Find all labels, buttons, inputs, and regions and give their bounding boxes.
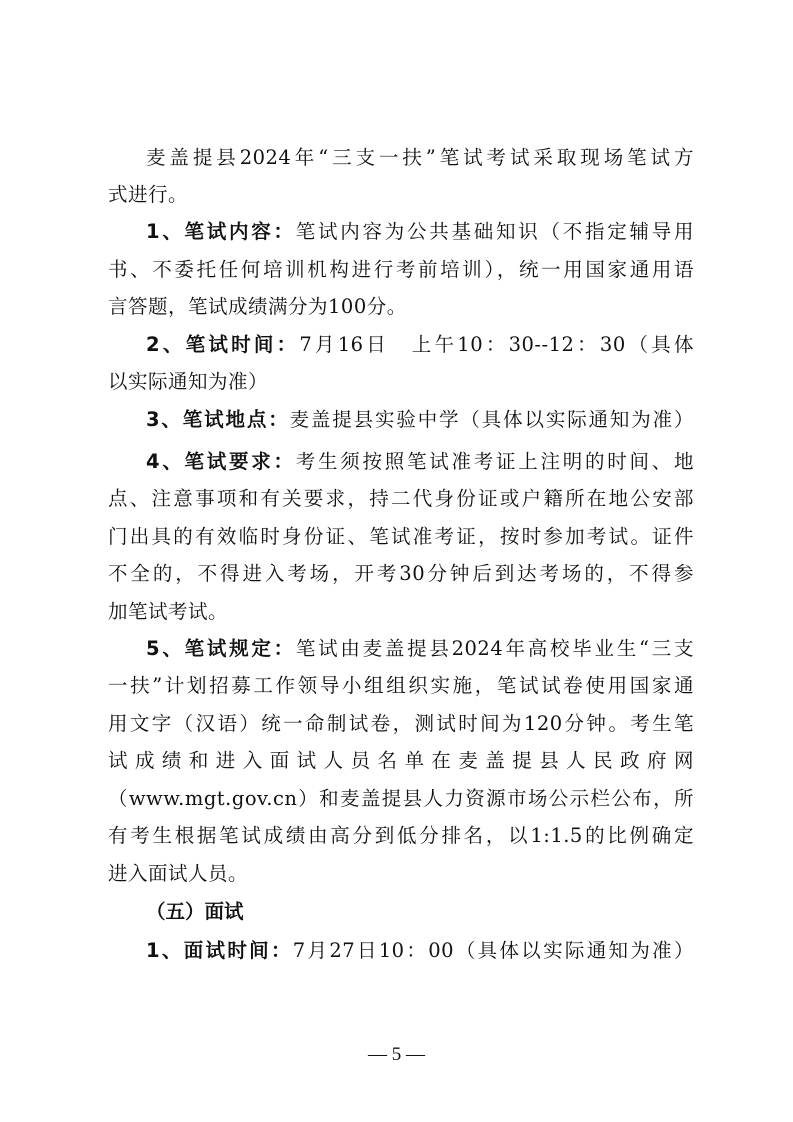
- section-heading-interview: （五）面试: [146, 900, 244, 923]
- p2-line-2: 以实际通知为准）: [108, 370, 269, 393]
- p1-text-1: 笔试内容为公共基础知识（不指定辅导用: [295, 220, 694, 243]
- p1-line-3: 言答题，笔试成绩满分为100分。: [108, 295, 407, 318]
- p5-line-6: 有考生根据笔试成绩由高分到低分排名，以1:1.5的比例确定: [108, 824, 694, 847]
- p6-label: 1、面试时间：: [146, 939, 293, 962]
- page-number: — 5 —: [368, 1044, 425, 1065]
- p6-text-1: 7月27日10：00（具体以实际通知为准）: [292, 939, 694, 962]
- p1-line-2: 书、不委托任何培训机构进行考前培训），统一用国家通用语: [108, 258, 694, 281]
- p1-label: 1、笔试内容：: [146, 220, 296, 243]
- intro-line-1: 麦盖提县2024年“三支一扶”笔试考试采取现场笔试方: [146, 146, 694, 169]
- p5-line-1: [146, 635, 694, 663]
- p5-line-5: （www.mgt.gov.cn）和麦盖提县人力资源市场公示栏公布，所: [108, 787, 694, 810]
- p4-line-4: 不全的，不得进入考场，开考30分钟后到达考场的，不得参: [108, 562, 694, 585]
- p2-text-1: 7月16日 上午10：30--12：30（具体: [299, 333, 694, 356]
- p4-text-1: 考生须按照笔试准考证上注明的时间、地: [295, 450, 694, 473]
- p2-label: 2、笔试时间：: [146, 333, 300, 356]
- p4-line-5: 加笔试考试。: [108, 600, 229, 623]
- p3-label: 3、笔试地点：: [146, 408, 290, 431]
- p5-line-2: 一扶”计划招募工作领导小组组织实施，笔试试卷使用国家通: [108, 674, 694, 697]
- intro-line-2: 式进行。: [108, 183, 189, 206]
- p5-label: 5、笔试规定：: [146, 637, 296, 660]
- p3-text-1: 麦盖提县实验中学（具体以实际通知为准）: [289, 408, 694, 431]
- p5-line-7: 进入面试人员。: [108, 862, 249, 885]
- p2-line-1: [146, 331, 694, 359]
- p4-line-2: 点、注意事项和有关要求，持二代身份证或户籍所在地公安部: [108, 487, 694, 510]
- p4-line-3: 门出具的有效临时身份证、笔试准考证，按时参加考试。证件: [108, 525, 694, 548]
- p4-line-1: [146, 448, 694, 476]
- p5-line-4: 试成绩和进入面试人员名单在麦盖提县人民政府网: [108, 749, 694, 772]
- p5-line-3: 用文字（汉语）统一命制试卷，测试时间为120分钟。考生笔: [108, 712, 694, 735]
- p3-line-1: [146, 406, 694, 434]
- p6-line-1: [146, 937, 694, 965]
- p5-text-1: 笔试由麦盖提县2024年高校毕业生“三支: [295, 637, 694, 660]
- p1-line-1: [146, 218, 694, 246]
- p4-label: 4、笔试要求：: [146, 450, 296, 473]
